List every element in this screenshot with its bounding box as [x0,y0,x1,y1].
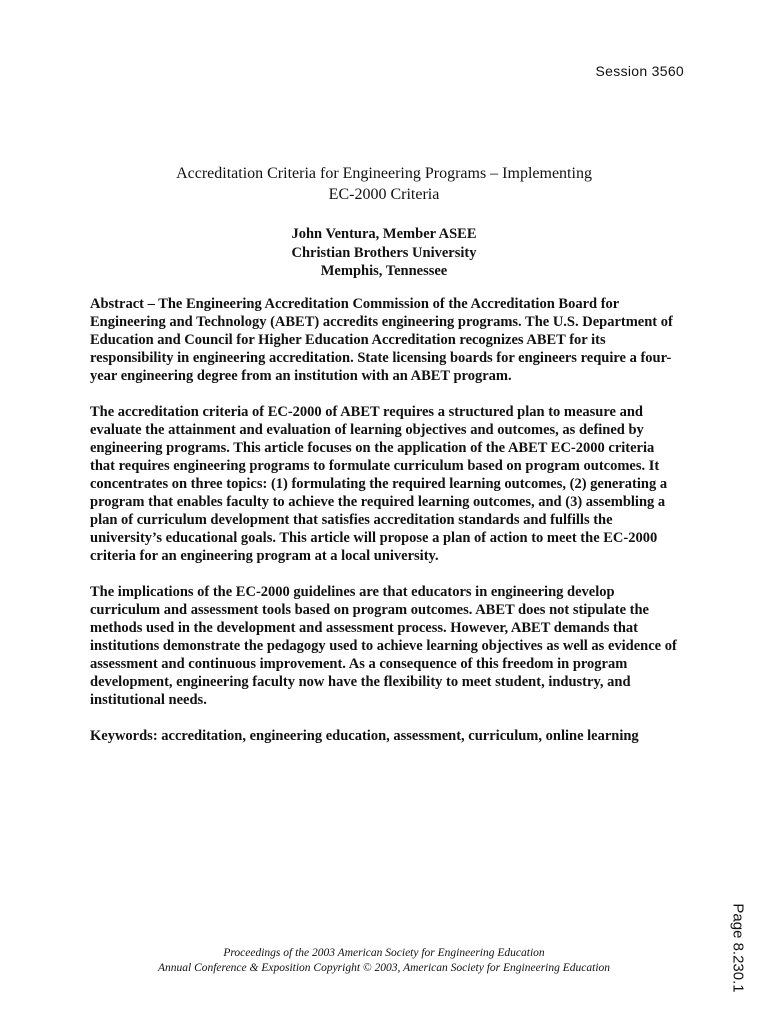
author-location: Memphis, Tennessee [320,263,448,279]
author-name: John Ventura, Member ASEE [291,226,477,242]
author-affiliation: Christian Brothers University [291,244,477,261]
keywords: Keywords: accreditation, engineering education, assessment, curriculum, online learning [90,728,639,744]
abstract-paragraph-2: The accreditation criteria of EC-2000 of ABET requires a structured plan to measure and evaluate the attainment and evaluation of learning objectives and outcomes, as defined by engineering programs. This article focuses on the application of the ABET EC-2000 criteria that requires engineering programs to formulate curriculum based on program outcomes. It concentrates on three topics: (1) formulating the required learning outcomes, (2) generating a program that enables faculty to achieve the required learning outcomes, and (3) assembling a plan of curriculum development that satisfies accreditation standards and fulfills the university’s educational goals. This article will propose a plan of action to meet the EC-2000 criteria for an engineering program at a local university. [90,404,668,564]
page-number: Page 8.230.1 [729,903,747,993]
title-line-2: EC-2000 Criteria [328,186,440,203]
footer [90,946,678,976]
author-block [90,225,678,281]
abstract-paragraph-3: The implications of the EC-2000 guidelines are that educators in engineering develop curriculum and assessment tools based on program outcomes. ABET does not stipulate the methods used in the development and assessment process. However, ABET demands that institutions demonstrate the pedagogy used to achieve learning objectives as well as evidence of assessment and continuous improvement. As a consequence of this freedom in program development, engineering faculty now have the flexibility to meet student, industry, and institutional needs. [90,584,677,708]
abstract-paragraph-1: Abstract – The Engineering Accreditation Commission of the Accreditation Board for Engineering and Technology (ABET) accredits engineering programs. The U.S. Department of Education and Council for Higher Education Accreditation recognizes ABET for its responsibility in engineering accreditation. State licensing boards for engineers require a four-year engineering degree from an institution with an ABET program. [90,296,673,384]
title-line-1: Accreditation Criteria for Engineering Programs – Implementing [176,165,592,182]
session-label: Session 3560 [595,63,684,79]
paper-title [90,163,678,205]
footer-line-2: Annual Conference & Exposition Copyright © 2003, American Society for Engineering Education [157,962,611,974]
abstract-body [90,295,680,763]
footer-line-1: Proceedings of the 2003 American Society for Engineering Education [223,947,545,959]
